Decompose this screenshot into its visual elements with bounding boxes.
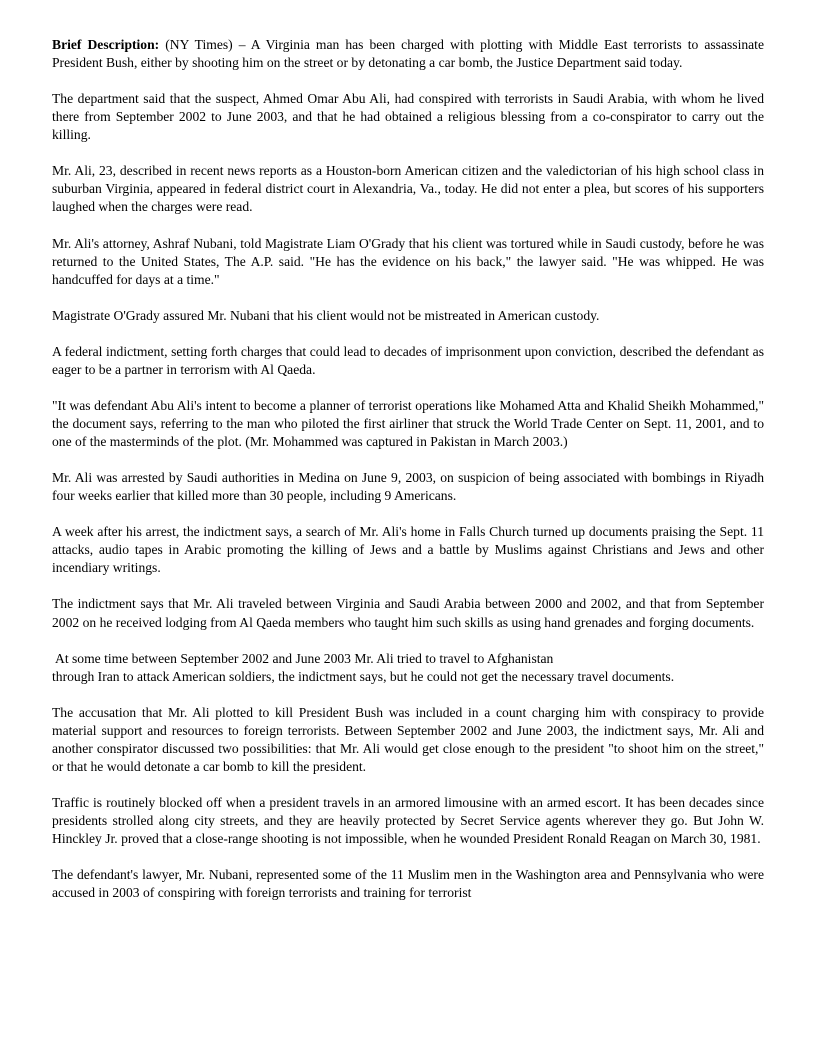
paragraph-afghanistan-attempt	[52, 650, 764, 686]
brief-description-text: (NY Times) – A Virginia man has been charged with plotting with Middle East terrorists to assassinate President Bush, either by shooting him on the street or by detonating a car bomb, the Justice Department said today.	[52, 37, 764, 71]
paragraph-traffic-security: Traffic is routinely blocked off when a president travels in an armored limousine with an armed escort. It has been decades since presidents strolled along city streets, and they are heavily protected by Secret Service agents wherever they go. But John W. Hinckley Jr. proved that a close-range shooting is not impossible, when he wounded President Ronald Reagan on March 30, 1981.	[52, 794, 764, 847]
paragraph-home-search: A week after his arrest, the indictment says, a search of Mr. Ali's home in Falls Church turned up documents praising the Sept. 11 attacks, audio tapes in Arabic promoting the killing of Jews and a battle by Muslims against Christians and Jews and other incendiary writings.	[52, 524, 764, 576]
afghanistan-line1: At some time between September 2002 and June 2003 Mr. Ali tried to travel to Afghanistan	[55, 650, 554, 666]
paragraph-attorney-torture: Mr. Ali's attorney, Ashraf Nubani, told Magistrate Liam O'Grady that his client was tortured while in Saudi custody, before he was returned to the United States, The A.P. said. "He has the evidence on his back," the lawyer said. "He was whipped. He was handcuffed for days at a time."	[52, 235, 764, 287]
paragraph-brief-description	[52, 36, 764, 72]
paragraph-ali-background: Mr. Ali, 23, described in recent news reports as a Houston-born American citizen and the valedictorian of his high school class in suburban Virginia, appeared in federal district court in Alexandria, Va., today. He did not enter a plea, but scores of his supporters laughed when the charges were read.	[52, 163, 764, 215]
paragraph-planner-intent: "It was defendant Abu Ali's intent to become a planner of terrorist operations like Mohamed Atta and Khalid Sheikh Mohammed," the document says, referring to the man who piloted the first airliner that struck the World Trade Center on Sept. 11, 2001, and to one of the masterminds of the plot. (Mr. Mohammed was captured in Pakistan in March 2003.)	[52, 397, 764, 450]
afghanistan-rest: through Iran to attack American soldiers, the indictment says, but he could not get the necessary travel documents.	[52, 668, 675, 684]
paragraph-department-said: The department said that the suspect, Ahmed Omar Abu Ali, had conspired with terrorists in Saudi Arabia, with whom he lived there from September 2002 to June 2003, and that he had obtained a religious blessing from a co-conspirator to carry out the killing.	[52, 91, 764, 143]
paragraph-magistrate-assurance: Magistrate O'Grady assured Mr. Nubani that his client would not be mistreated in American custody.	[52, 307, 600, 323]
paragraph-accusation-count: The accusation that Mr. Ali plotted to kill President Bush was included in a count charging him with conspiracy to provide material support and resources to foreign terrorists. Between September 2002 and June 2003, the indictment says, Mr. Ali and another conspirator discussed two possibilities: that Mr. Ali would get close enough to the president "to shoot him on the street," or that he would detonate a car bomb to kill the president.	[52, 704, 764, 774]
paragraph-federal-indictment: A federal indictment, setting forth charges that could lead to decades of imprisonment upon conviction, described the defendant as eager to be a partner in terrorism with Al Qaeda.	[52, 343, 764, 377]
paragraph-arrest-medina: Mr. Ali was arrested by Saudi authorities in Medina on June 9, 2003, on suspicion of being associated with bombings in Riyadh four weeks earlier that killed more than 30 people, including 9 Americans.	[52, 470, 764, 504]
paragraph-travel-lodging: The indictment says that Mr. Ali traveled between Virginia and Saudi Arabia between 2000 and 2002, and that from September 2002 on he received lodging from Al Qaeda members who taught him such skills as using hand grenades and forging documents.	[52, 596, 764, 630]
paragraph-defendants-lawyer: The defendant's lawyer, Mr. Nubani, represented some of the 11 Muslim men in the Washington area and Pennsylvania who were accused in 2003 of conspiring with foreign terrorists and training for terrorist	[52, 867, 764, 901]
brief-description-label: Brief Description:	[52, 37, 160, 52]
